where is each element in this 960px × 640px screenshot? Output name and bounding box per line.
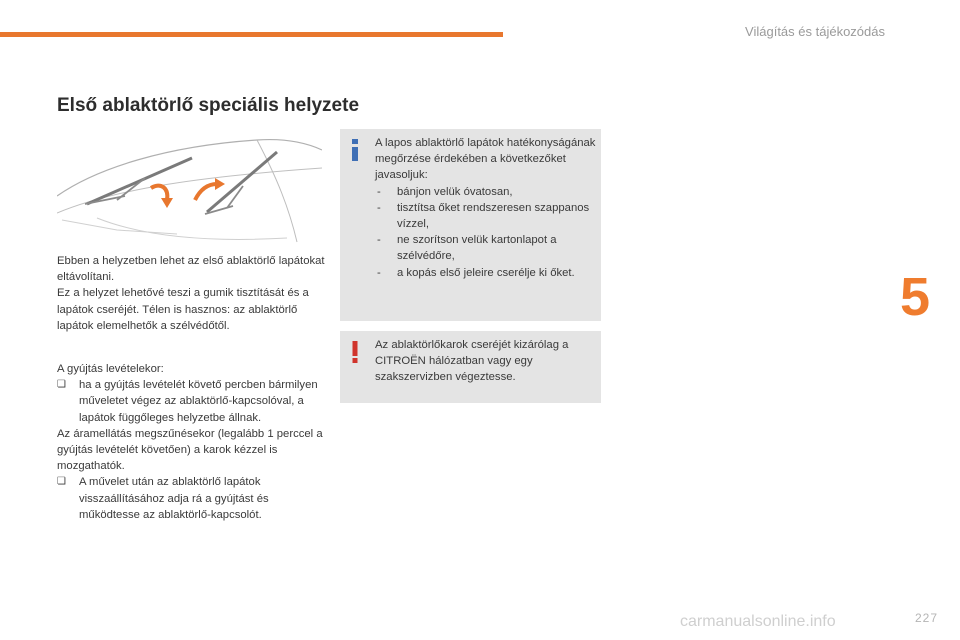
list-item: - ne szorítson velük kartonlapot a szélvédőre, [377,234,557,263]
list-item: ❏ ha a gyújtás levételét követő percben bármilyen műveletet végez az ablaktörlő-kapcsolóval, a lapátok függőleges helyzetbe állnak. [57,379,318,424]
list-item: - bánjon velük óvatosan, [377,185,513,198]
bullet-list [57,474,332,523]
page-title: Első ablaktörlő speciális helyzete [57,95,360,116]
info-list [375,184,597,281]
warning-icon [350,341,360,363]
paragraph-line: Ebben a helyzetben lehet az első ablaktörlő lapátokat eltávolítani. [57,255,325,284]
paragraph-line: Ez a helyzet lehetővé teszi a gumik tisztítását és a lapátok cseréjét. Télen is hasznos: az ablaktörlő lapátok elemelhetők a szélvédőtől. [57,287,309,332]
info-icon [350,139,360,161]
checkbox-bullet-icon: ❏ [57,379,66,391]
warning-text: Az ablaktörlőkarok cseréjét kizárólag a CITROËN hálózatban vagy egy szakszervizben végeztesse. [375,339,569,384]
bullet-list [57,377,332,426]
info-intro: A lapos ablaktörlő lapátok hatékonyságának megőrzése érdekében a következőket javasoljuk: [375,137,596,182]
intro-paragraph [57,253,327,334]
list-item: - tisztítsa őket rendszeresen szappanos vízzel, [377,201,590,231]
info-text [375,135,597,281]
warning-box [340,331,601,403]
watermark: carmanualsonline.info [680,613,836,630]
info-box [340,129,601,321]
list-item: ❏ A művelet után az ablaktörlő lapátok visszaállításához adja rá a gyújtást és működtesse az ablaktörlő-kapcsolót. [57,476,269,521]
section-title: Világítás és tájékozódás [745,24,885,39]
header-accent-bar [0,32,503,37]
page-number: 227 [914,611,938,625]
ignition-paragraph [57,361,332,523]
paragraph-middle: Az áramellátás megszűnésekor (legalább 1 perccel a gyújtás levételét követően) a karok kézzel is mozgathatók. [57,427,323,473]
checkbox-bullet-icon: ❏ [57,476,66,488]
chapter-number: 5 [900,267,931,327]
list-item: - a kopás első jeleire cserélje ki őket. [377,266,575,279]
paragraph-intro: A gyújtás levételekor: [57,363,164,375]
windshield-wiper-icon [57,138,322,243]
